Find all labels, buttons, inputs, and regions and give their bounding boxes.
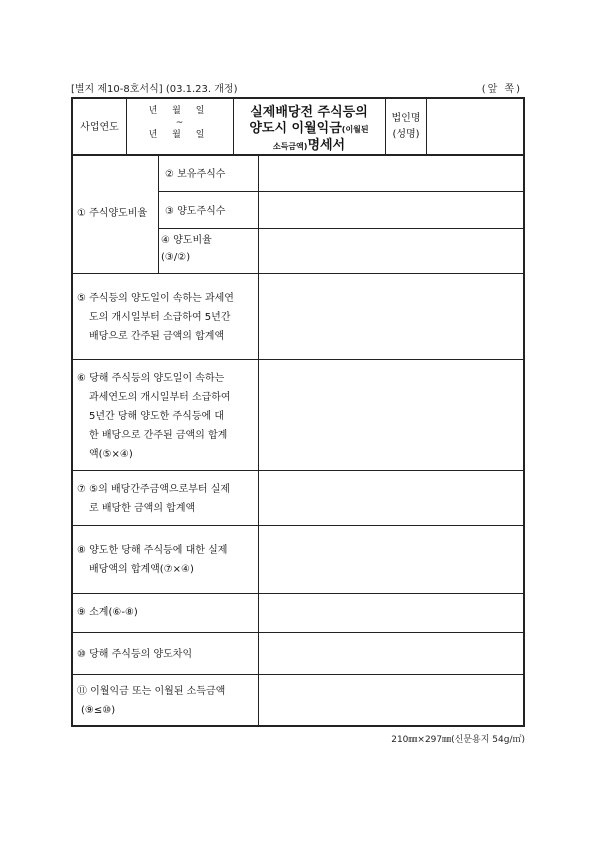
transfer-gain-label: ⑩ 당해 주식등의 양도차익 <box>77 649 193 660</box>
row6-line-3: 5년간 당해 양도한 주식등에 대 <box>89 411 224 422</box>
row6-line-1: ⑥ 당해 주식등의 양도일이 속하는 <box>77 373 225 384</box>
transferred-actual-dividend-field[interactable] <box>259 526 523 593</box>
title-line-1: 실제배당전 주식등의 <box>250 105 368 120</box>
transferred-deemed-dividend-field[interactable] <box>259 360 523 470</box>
row6-line-2: 과세연도의 개시일부터 소급하여 <box>89 392 231 403</box>
row8-line-1: ⑧ 양도한 당해 주식등에 대한 실제 <box>77 545 228 556</box>
corporation-name-label <box>386 111 426 147</box>
page-side-label: (앞 쪽) <box>481 84 522 95</box>
transfer-ratio-text: ④ 양도비율 <box>161 235 212 246</box>
deemed-dividend-total-field[interactable] <box>259 274 523 359</box>
period-from: 년 월 일 <box>148 106 211 116</box>
business-year-label: 사업연도 <box>80 121 119 133</box>
row11-line-2: (⑨≤⑩) <box>81 705 116 716</box>
transfer-ratio-field[interactable] <box>259 229 523 273</box>
period-to: 년 월 일 <box>148 130 211 140</box>
transferred-deemed-dividend-label <box>77 369 259 464</box>
transferred-shares-field[interactable] <box>259 192 523 228</box>
form-title <box>234 105 384 153</box>
carried-over-income-label <box>77 682 259 720</box>
business-year-period <box>127 105 232 151</box>
actual-dividend-total-label <box>77 480 259 518</box>
transfer-ratio-label <box>161 232 257 270</box>
held-shares-field[interactable] <box>259 155 523 191</box>
row5-line-3: 배당으로 간주된 금액의 합계액 <box>89 331 225 342</box>
subtotal-label: ⑨ 소계(⑥-⑧) <box>77 607 138 618</box>
row8-line-2: 배당액의 합계액(⑦×④) <box>89 564 194 575</box>
form-header <box>71 80 526 94</box>
held-shares-label: ② 보유주식수 <box>165 169 226 180</box>
row11-line-1: ⑪ 이월익금 또는 이월된 소득금액 <box>77 686 226 697</box>
transferred-shares-label: ③ 양도주식수 <box>165 206 226 217</box>
share-transfer-ratio-label: ① 주식양도비율 <box>77 208 148 219</box>
deemed-dividend-total-label <box>77 289 259 346</box>
carried-over-income-field[interactable] <box>259 675 523 727</box>
form-reference: [별지 제10-8호서식] (03.1.23. 개정) <box>71 84 238 95</box>
row6-line-4: 한 배당으로 간주된 금액의 합계 <box>89 430 228 441</box>
actual-dividend-total-field[interactable] <box>259 471 523 525</box>
period-separator: ~ <box>175 118 184 128</box>
row6-line-5: 액(⑤×④) <box>89 449 133 460</box>
paper-spec-footer: 210㎜×297㎜(신문용지 54g/㎡) <box>391 735 525 745</box>
row7-line-2: 로 배당한 금액의 합계액 <box>89 503 196 514</box>
title-line-3: 소득금액)명세서 <box>272 138 346 153</box>
subtotal-field[interactable] <box>259 594 523 632</box>
statement-form <box>71 97 525 727</box>
row5-line-2: 도의 개시일부터 소급하여 5년간 <box>89 312 231 323</box>
title-line-2: 양도시 이월익금(이월된 <box>249 121 369 136</box>
corporation-name-field[interactable] <box>427 99 523 155</box>
corp-name-subtext: (성명) <box>392 129 420 140</box>
row7-line-1: ⑦ ⑤의 배당간주금액으로부터 실제 <box>77 484 231 495</box>
transfer-gain-field[interactable] <box>259 633 523 674</box>
corp-name-text: 법인명 <box>391 113 421 124</box>
row5-line-1: ⑤ 주식등의 양도일이 속하는 과세연 <box>77 293 234 304</box>
transferred-actual-dividend-label <box>77 541 259 579</box>
transfer-ratio-formula: (③/②) <box>161 252 191 263</box>
